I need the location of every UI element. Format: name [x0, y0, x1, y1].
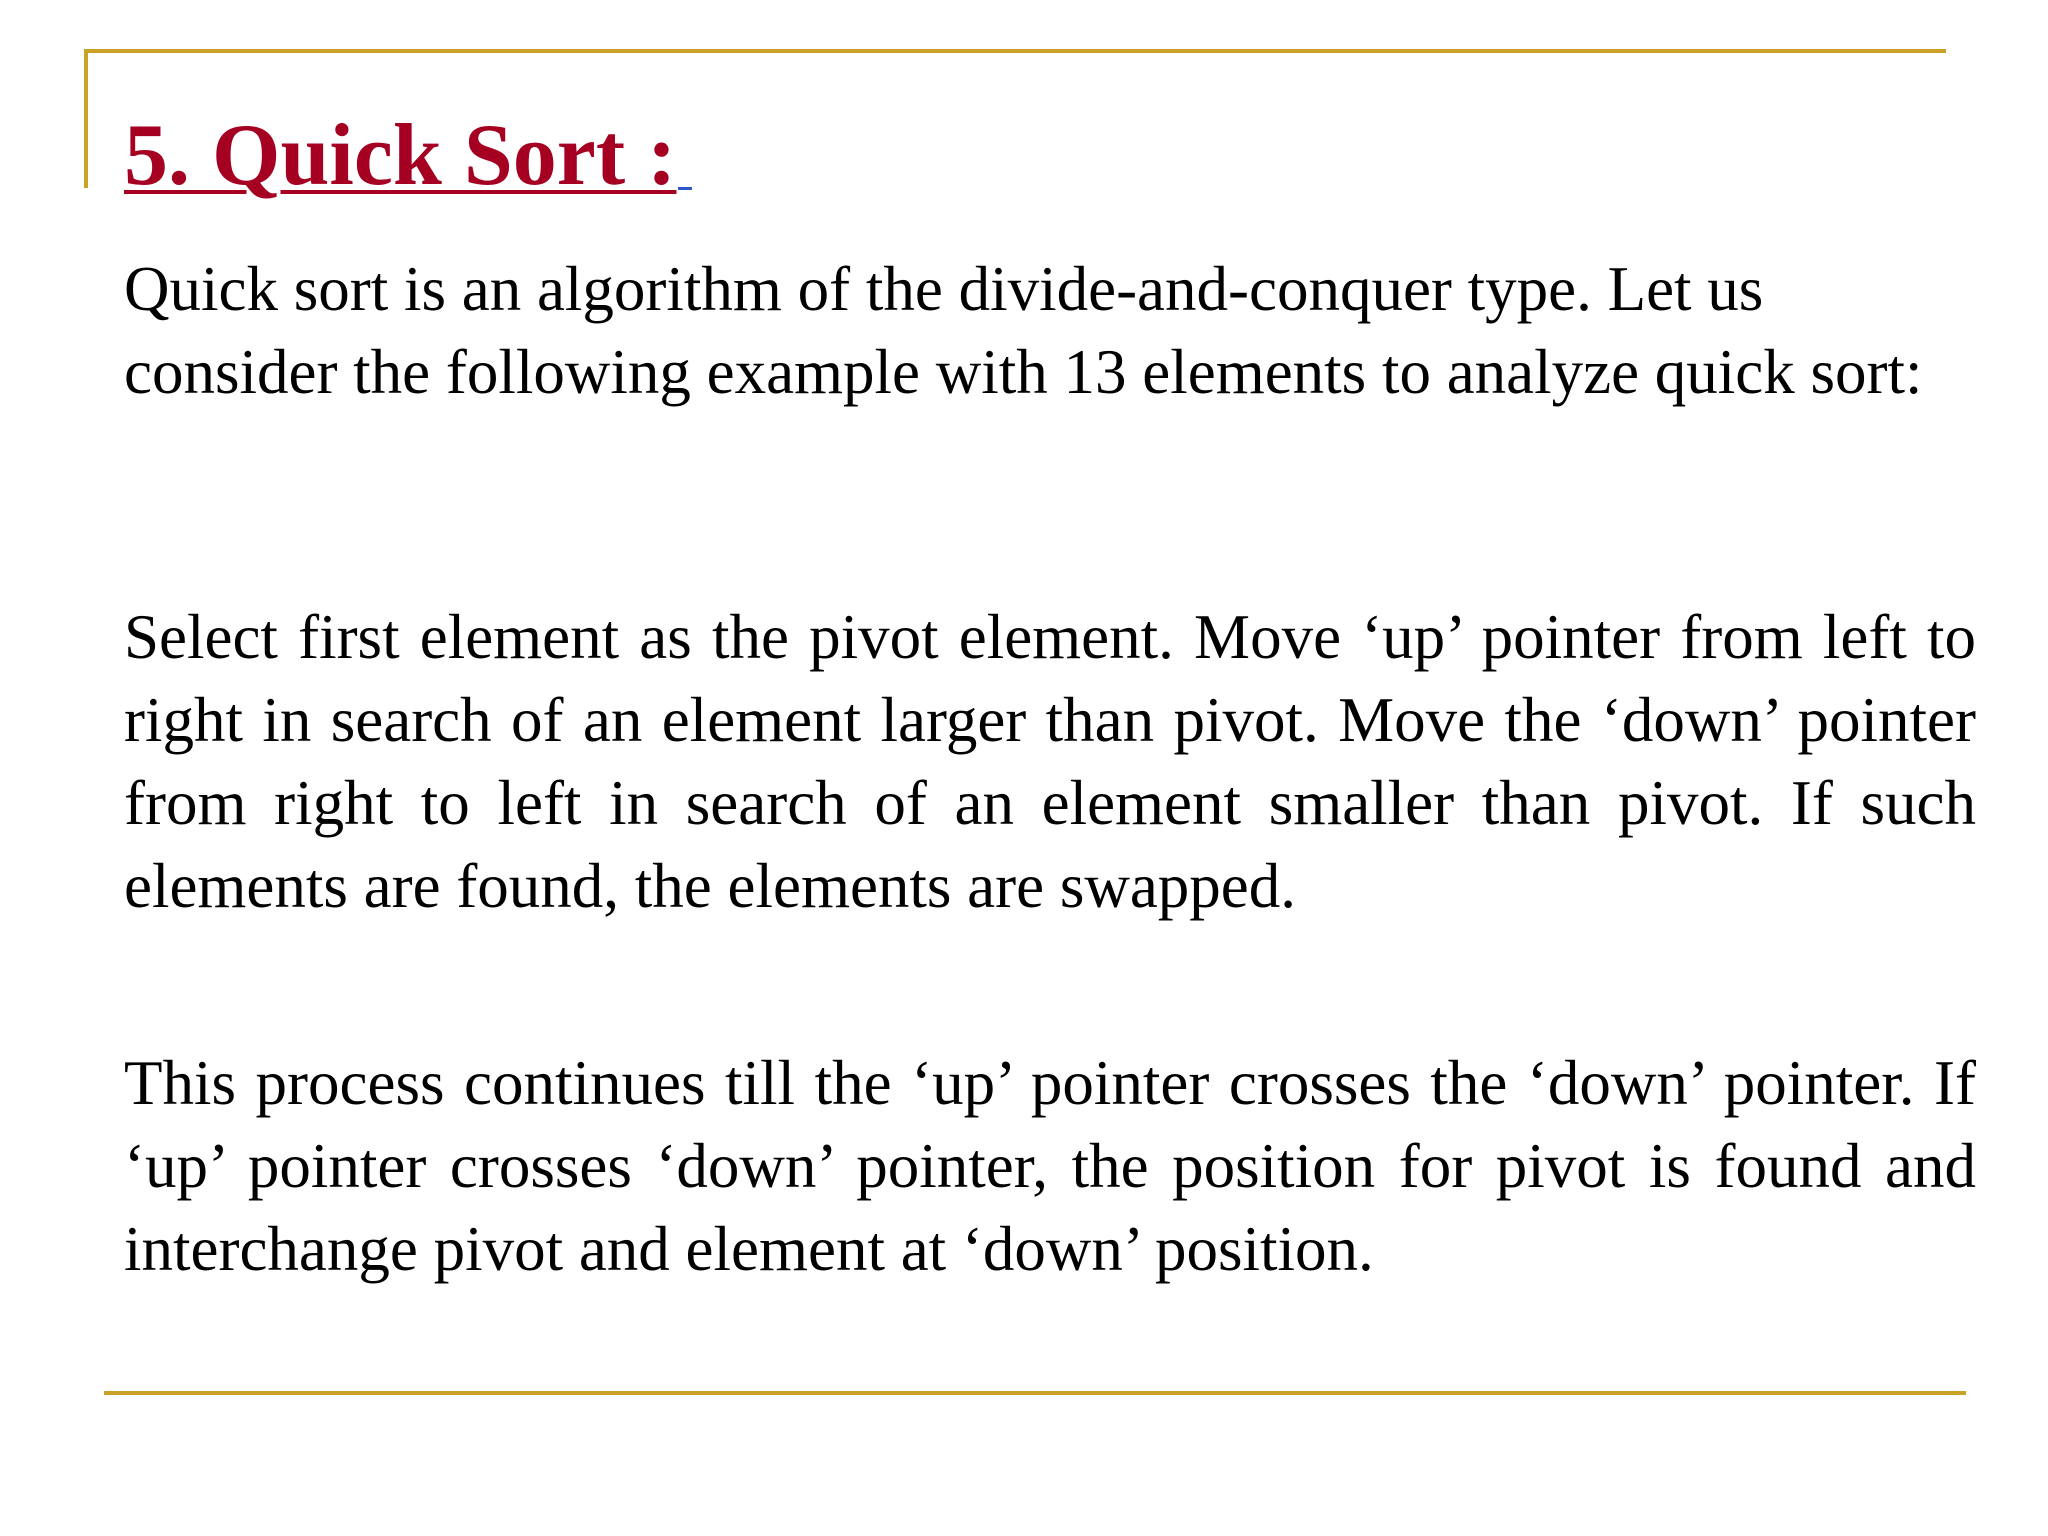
frame-bottom-rule [104, 1391, 1966, 1395]
frame-left-rule [84, 49, 88, 188]
slide-title-text: 5. Quick Sort : [124, 107, 677, 204]
paragraph-pointer-crossing: This process continues till the ‘up’ pointer crosses the ‘down’ pointer. If ‘up’ pointer crosses ‘down’ pointer, the position for pivot is found and interchange pivot and element at ‘down’ position. [124, 1048, 1976, 1284]
paragraph-intro: Quick sort is an algorithm of the divide-and-conquer type. Let us consider the following example with 13 elements to analyze quick sort: [124, 254, 1923, 407]
paragraph-pivot-selection: Select first element as the pivot element. Move ‘up’ pointer from left to right in search of an element larger than pivot. Move the ‘down’ pointer from right to left in search of an element smaller than pivot. If such elements are found, the elements are swapped. [124, 602, 1976, 921]
title-underline-tail [678, 187, 692, 190]
frame-top-rule [84, 49, 1946, 53]
slide-title [124, 108, 692, 205]
